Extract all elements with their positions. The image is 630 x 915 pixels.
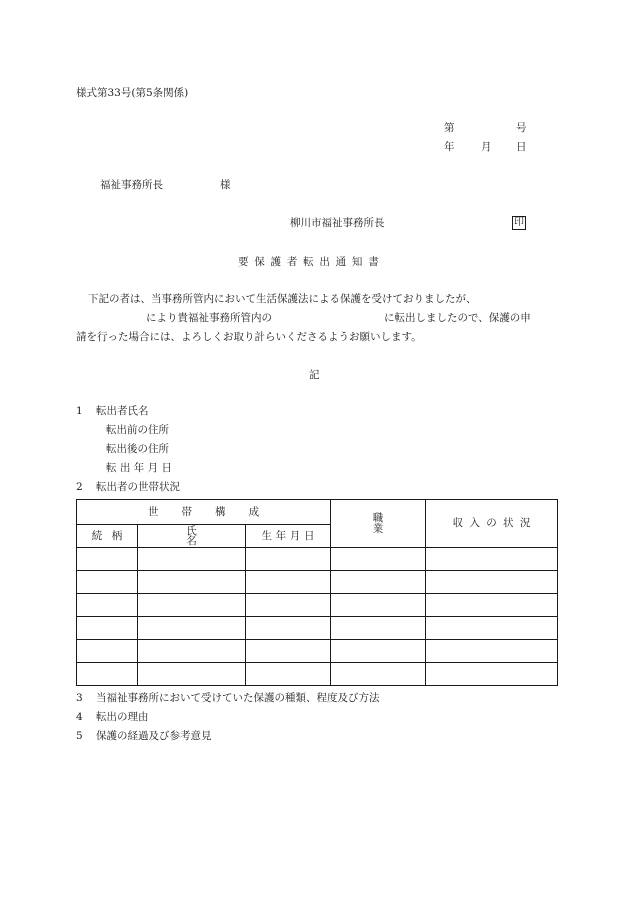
table-cell	[246, 548, 331, 571]
header-birthdate: 生年月日	[246, 525, 331, 548]
table-cell	[426, 594, 558, 617]
table-cell	[138, 640, 246, 663]
table-cell	[138, 548, 246, 571]
document-title: 要保護者転出通知書	[238, 256, 385, 268]
table-cell	[246, 617, 331, 640]
item-4-label: 転出の理由	[96, 711, 149, 723]
table-cell	[77, 548, 138, 571]
table-cell	[138, 571, 246, 594]
table-cell	[138, 663, 246, 686]
item-4-number: 4	[76, 711, 83, 723]
table-row	[77, 617, 558, 640]
table-cell	[246, 640, 331, 663]
ki-heading: 記	[309, 369, 320, 381]
header-income-status: 収入の状況	[426, 500, 558, 548]
sender-name: 柳川市福祉事務所長	[290, 217, 385, 229]
item-3-label: 当福祉事務所において受けていた保護の種類、程度及び方法	[96, 692, 380, 704]
date-day: 日	[516, 141, 527, 153]
header-occupation: 職業	[331, 500, 426, 548]
item-2-label: 転出者の世帯状況	[96, 481, 180, 493]
date-year: 年	[444, 141, 455, 153]
body-line-1: 下記の者は、当事務所管内において生活保護法による保護を受けておりましたが、	[88, 293, 477, 305]
table-row	[77, 663, 558, 686]
table-cell	[77, 640, 138, 663]
header-name: 氏名	[138, 525, 246, 548]
addressee-name: 福祉事務所長	[100, 179, 163, 191]
doc-number-suffix: 号	[516, 122, 527, 134]
item-1-sub-new-address: 転出後の住所	[106, 443, 169, 455]
seal-mark: 印	[514, 217, 524, 228]
header-household-composition: 世帯構成	[77, 500, 331, 525]
item-5-number: 5	[76, 730, 83, 742]
header-relation: 続柄	[77, 525, 138, 548]
doc-number-prefix: 第	[444, 122, 455, 134]
item-1-sub-move-date: 転出年月日	[106, 462, 176, 474]
table-row	[77, 640, 558, 663]
table-cell	[331, 548, 426, 571]
table-row	[77, 571, 558, 594]
table-cell	[77, 663, 138, 686]
table-cell	[331, 663, 426, 686]
item-1-number: 1	[76, 405, 83, 417]
item-2-number: 2	[76, 481, 83, 493]
table-cell	[246, 663, 331, 686]
item-1-sub-prev-address: 転出前の住所	[106, 424, 169, 436]
table-cell	[138, 617, 246, 640]
table-cell	[331, 640, 426, 663]
date-month: 月	[481, 141, 492, 153]
table-cell	[77, 594, 138, 617]
table-cell	[246, 594, 331, 617]
table-row	[77, 594, 558, 617]
table-cell	[246, 571, 331, 594]
table-cell	[77, 617, 138, 640]
table-cell	[331, 571, 426, 594]
table-cell	[138, 594, 246, 617]
table-cell	[331, 617, 426, 640]
table-cell	[426, 663, 558, 686]
item-3-number: 3	[76, 692, 83, 704]
item-5-label: 保護の経過及び参考意見	[96, 730, 212, 742]
table-cell	[426, 548, 558, 571]
addressee-honorific: 様	[220, 179, 231, 191]
body-line-2b: に転出しましたので、保護の申	[384, 312, 531, 324]
item-1-label: 転出者氏名	[96, 405, 149, 417]
table-cell	[426, 617, 558, 640]
body-line-2a: により貴福祉事務所管内の	[146, 312, 272, 324]
table-row	[77, 548, 558, 571]
form-number: 様式第33号(第5条関係)	[76, 87, 189, 99]
table-cell	[331, 594, 426, 617]
table-cell	[426, 571, 558, 594]
body-line-3: 請を行った場合には、よろしくお取り計らいくださるようお願いします。	[76, 331, 422, 343]
table-cell	[426, 640, 558, 663]
table-cell	[77, 571, 138, 594]
household-table	[76, 499, 558, 686]
